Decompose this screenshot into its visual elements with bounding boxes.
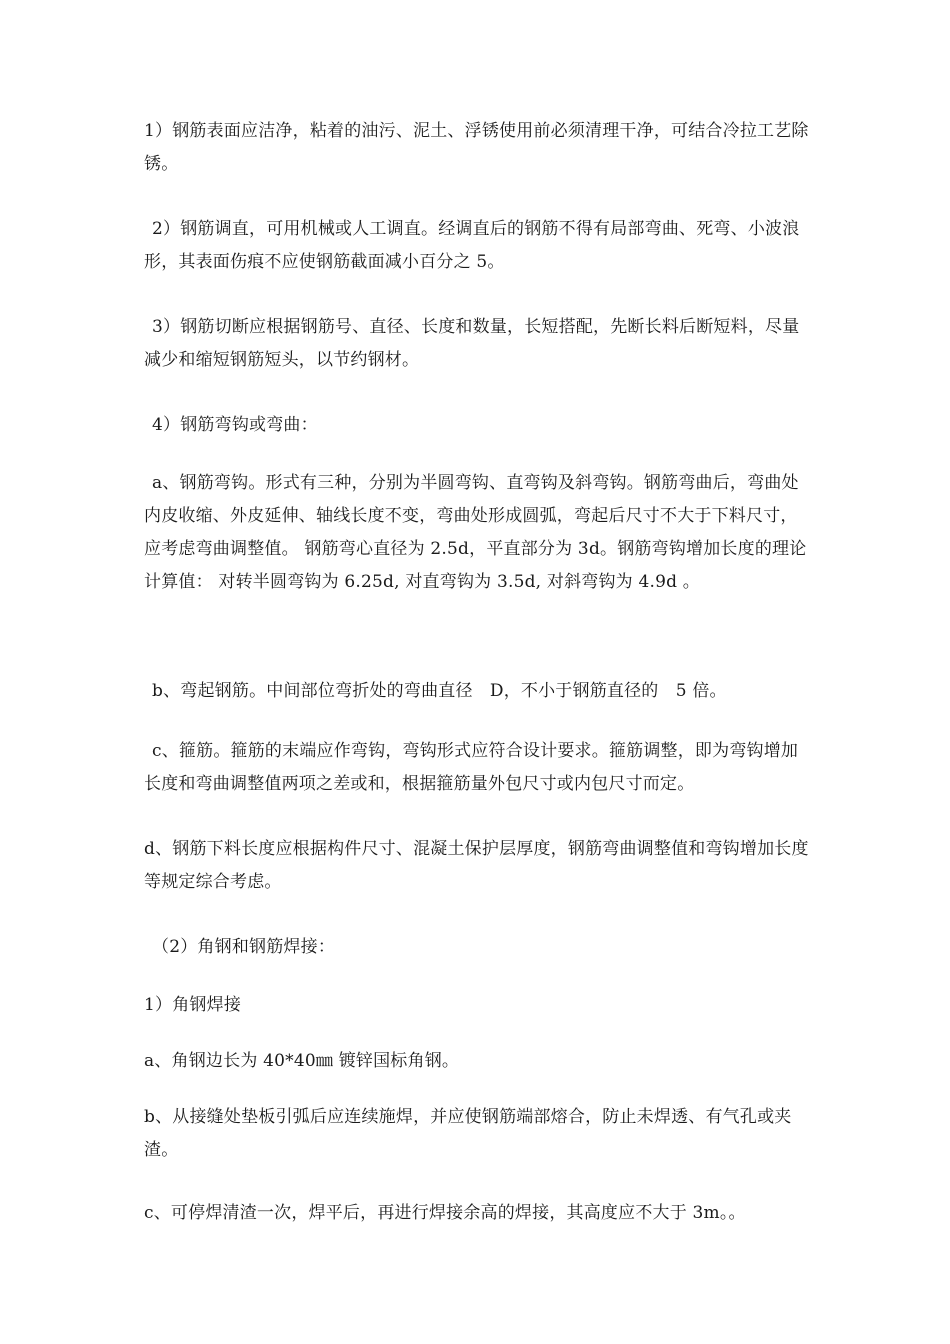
paragraph-angle-size: a、角钢边长为 40*40㎜ 镀锌国标角钢。 [144, 1051, 460, 1071]
paragraph-a-hooks: a、钢筋弯钩。形式有三种，分别为半圆弯钩、直弯钩及斜弯钩。钢筋弯曲后，弯曲处内皮收缩、外皮延伸、轴线长度不变，弯曲处形成圆弧，弯起后尺寸不大于下料尺寸，应考虑弯曲调整值。 钢筋弯心直径为 2.5d，平直部分为 3d。钢筋弯钩增加长度的理论计算值： 对转半圆弯钩为 6.25d, 对直弯钩为 3.5d, 对斜弯钩为 4.9d 。 [144, 473, 807, 592]
paragraph-continuous-welding: b、从接缝处垫板引弧后应连续施焊，并应使钢筋端部熔合，防止未焊透、有气孔或夹渣。 [144, 1107, 792, 1160]
paragraph-b-bent-bars: b、弯起钢筋。中间部位弯折处的弯曲直径 D，不小于钢筋直径的 5 倍。 [152, 681, 727, 701]
section-2-welding-heading: （2）角钢和钢筋焊接： [152, 937, 336, 957]
paragraph-3-cutting: 3）钢筋切断应根据钢筋号、直径、长度和数量，长短搭配，先断长料后断短料，尽量减少和缩短钢筋短头，以节约钢材。 [144, 317, 800, 370]
paragraph-d-cut-length: d、钢筋下料长度应根据构件尺寸、混凝土保护层厚度，钢筋弯曲调整值和弯钩增加长度等规定综合考虑。 [144, 839, 809, 892]
subheading-angle-welding: 1）角钢焊接 [144, 995, 242, 1015]
paragraph-1-rust-removal: 1）钢筋表面应洁净，粘着的油污、泥土、浮锈使用前必须清理干净，可结合冷拉工艺除锈。 [144, 121, 809, 174]
paragraph-4-bending-heading: 4）钢筋弯钩或弯曲： [152, 415, 318, 435]
paragraph-slag-cleaning: c、可停焊清渣一次，焊平后，再进行焊接余高的焊接，其高度应不大于 3m。。 [144, 1203, 746, 1223]
paragraph-2-straightening: 2）钢筋调直，可用机械或人工调直。经调直后的钢筋不得有局部弯曲、死弯、小波浪形，其表面伤痕不应使钢筋截面减小百分之 5。 [144, 219, 800, 272]
paragraph-c-stirrups: c、箍筋。箍筋的末端应作弯钩，弯钩形式应符合设计要求。箍筋调整，即为弯钩增加长度和弯曲调整值两项之差或和，根据箍筋量外包尺寸或内包尺寸而定。 [144, 741, 799, 794]
